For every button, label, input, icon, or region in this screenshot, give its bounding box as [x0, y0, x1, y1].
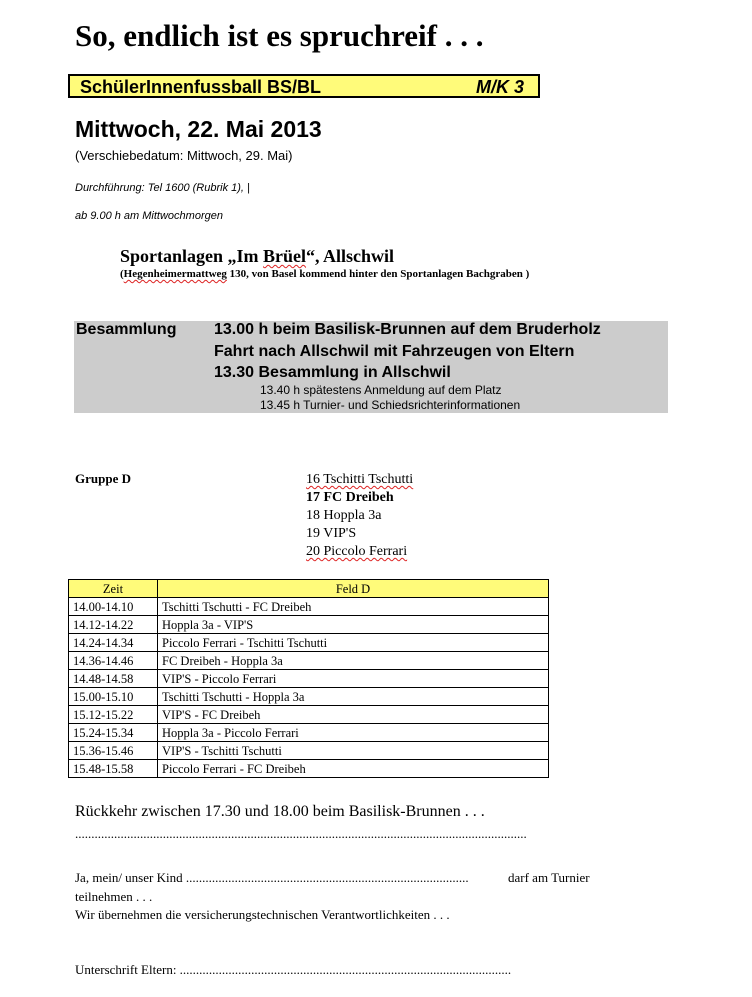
match-time: 15.36-15.46	[69, 742, 158, 760]
team-list	[306, 471, 413, 561]
header-field: Feld D	[158, 580, 549, 598]
match-pairing: VIP'S - Piccolo Ferrari	[158, 670, 549, 688]
team-item	[306, 471, 413, 489]
match-time: 15.24-15.34	[69, 724, 158, 742]
match-time: 14.24-14.34	[69, 634, 158, 652]
address-rest: 130, von Basel kommend hinter den Sportanlagen Bachgraben )	[226, 268, 530, 280]
venue-suffix: “, Allschwil	[306, 246, 395, 266]
team-name: 17 FC Dreibeh	[306, 490, 394, 505]
table-row	[69, 760, 549, 778]
meeting-line-1: 13.00 h beim Basilisk-Brunnen auf dem Bruderholz	[214, 321, 601, 338]
separator-line: ...........................................................................................................................................	[75, 826, 527, 841]
match-time: 14.36-14.46	[69, 652, 158, 670]
venue-address	[120, 268, 529, 280]
table-row	[69, 598, 549, 616]
team-item	[306, 489, 413, 507]
venue-title	[120, 246, 394, 267]
meeting-line-5: 13.45 h Turnier- und Schiedsrichterinformationen	[260, 398, 521, 412]
table-row	[69, 688, 549, 706]
team-name: 20 Piccolo Ferrari	[306, 544, 408, 559]
consent-line-1: Ja, mein/ unser Kind .......................................................................................	[75, 870, 469, 885]
venue-prefix: Sportanlagen „Im	[120, 246, 264, 266]
match-pairing: VIP'S - FC Dreibeh	[158, 706, 549, 724]
team-item	[306, 507, 413, 525]
table-row	[69, 652, 549, 670]
postponement-date: (Verschiebedatum: Mittwoch, 29. Mai)	[75, 148, 293, 163]
banner-title: SchülerInnenfussball BS/BL	[80, 77, 322, 97]
headline: So, endlich ist es spruchreif . . .	[75, 18, 484, 53]
banner-category: M/K 3	[476, 77, 525, 97]
title-banner	[68, 74, 540, 98]
meeting-line-4: 13.40 h spätestens Anmeldung auf dem Platz	[260, 383, 502, 397]
team-item	[306, 525, 413, 543]
match-time: 14.48-14.58	[69, 670, 158, 688]
address-open: (	[120, 268, 124, 280]
match-pairing: Hoppla 3a - VIP'S	[158, 616, 549, 634]
match-pairing: Piccolo Ferrari - Tschitti Tschutti	[158, 634, 549, 652]
address-street: Hegenheimermattweg	[123, 268, 227, 280]
table-header-row	[69, 580, 549, 598]
match-pairing: Tschitti Tschutti - FC Dreibeh	[158, 598, 549, 616]
match-time: 15.12-15.22	[69, 706, 158, 724]
venue-name: Brüel	[263, 246, 307, 266]
consent-line-3: Wir übernehmen die versicherungstechnischen Verantwortlichkeiten . . .	[75, 907, 450, 922]
match-time: 14.12-14.22	[69, 616, 158, 634]
table-row	[69, 634, 549, 652]
group-label: Gruppe D	[75, 471, 131, 486]
match-time: 15.00-15.10	[69, 688, 158, 706]
table-row	[69, 742, 549, 760]
table-row	[69, 616, 549, 634]
team-name: 19 VIP'S	[306, 526, 357, 541]
header-time: Zeit	[69, 580, 158, 598]
match-pairing: Piccolo Ferrari - FC Dreibeh	[158, 760, 549, 778]
return-note: Rückkehr zwischen 17.30 und 18.00 beim Basilisk-Brunnen . . .	[75, 803, 485, 820]
match-pairing: VIP'S - Tschitti Tschutti	[158, 742, 549, 760]
meeting-label: Besammlung	[76, 321, 177, 338]
meeting-line-3: 13.30 Besammlung in Allschwil	[214, 364, 451, 381]
team-name: 16 Tschitti Tschutti	[306, 472, 414, 487]
meeting-line-2: Fahrt nach Allschwil mit Fahrzeugen von Eltern	[214, 343, 575, 360]
match-time: 14.00-14.10	[69, 598, 158, 616]
team-name: 18 Hoppla 3a	[306, 508, 382, 523]
team-item	[306, 543, 413, 561]
match-pairing: Hoppla 3a - Piccolo Ferrari	[158, 724, 549, 742]
consent-line-2: teilnehmen . . .	[75, 889, 153, 904]
match-pairing: Tschitti Tschutti - Hoppla 3a	[158, 688, 549, 706]
match-time: 15.48-15.58	[69, 760, 158, 778]
table-row	[69, 706, 549, 724]
table-row	[69, 724, 549, 742]
meeting-box	[74, 321, 668, 413]
consent-line-1-tail: darf am Turnier	[508, 870, 590, 885]
match-pairing: FC Dreibeh - Hoppla 3a	[158, 652, 549, 670]
schedule-table	[68, 579, 549, 778]
execution-note: Durchführung: Tel 1600 (Rubrik 1), |	[75, 182, 250, 194]
signature-line: Unterschrift Eltern: ......................................................................................................	[75, 962, 512, 977]
table-row	[69, 670, 549, 688]
start-note: ab 9.00 h am Mittwochmorgen	[75, 210, 223, 222]
event-date: Mittwoch, 22. Mai 2013	[75, 116, 322, 142]
schedule-body	[69, 598, 549, 778]
